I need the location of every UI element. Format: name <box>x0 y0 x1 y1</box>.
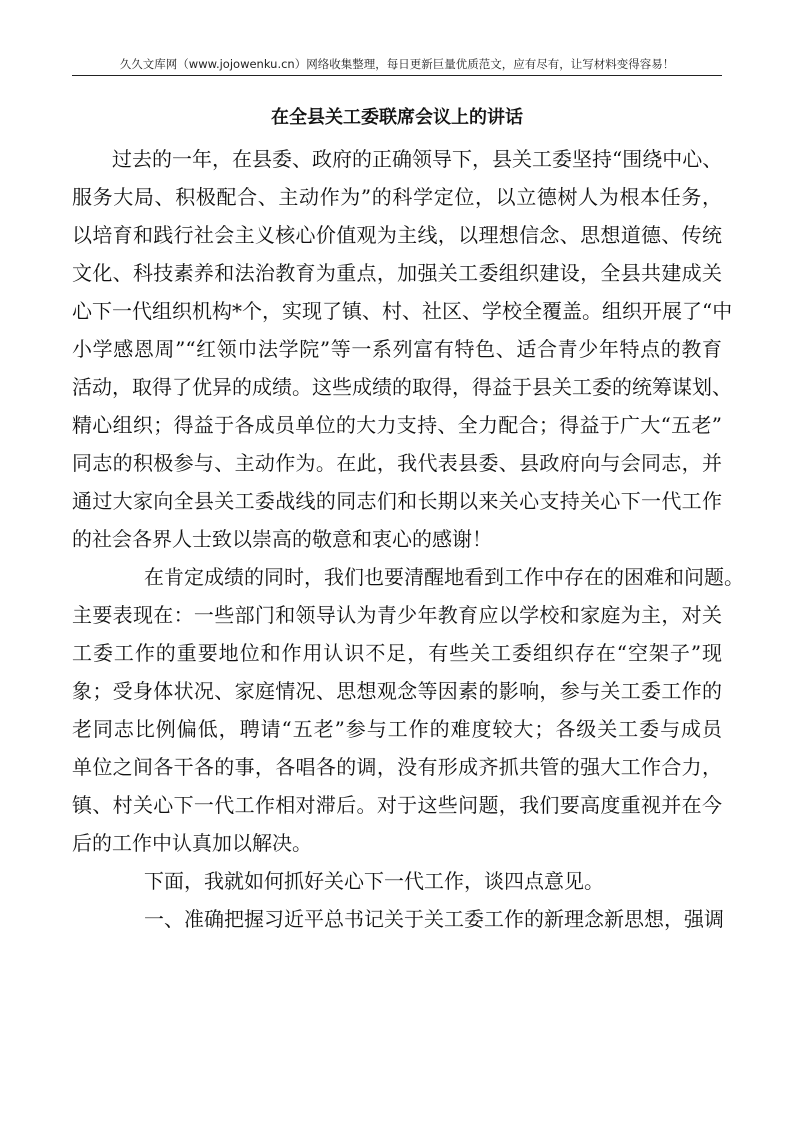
paragraph-line: 主要表现在：一些部门和领导认为青少年教育应以学校和家庭为主，对关 <box>72 603 722 627</box>
paragraph-line: 活动，取得了优异的成绩。这些成绩的取得，得益于县关工委的统筹谋划、 <box>72 375 732 399</box>
paragraph-line: 单位之间各干各的事，各唱各的调，没有形成齐抓共管的强大工作合力， <box>72 755 722 779</box>
paragraph-line: 心下一代组织机构*个，实现了镇、村、社区、学校全覆盖。组织开展了“中 <box>72 299 733 323</box>
section-heading-line: 一、准确把握习近平总书记关于关工委工作的新理念新思想，强调 <box>144 907 724 931</box>
paragraph-line: 工委工作的重要地位和作用认识不足，有些关工委组织存在“空架子”现 <box>72 641 722 665</box>
paragraph-line: 老同志比例偏低，聘请“五老”参与工作的难度较大；各级关工委与成员 <box>72 717 722 741</box>
paragraph-line: 服务大局、积极配合、主动作为”的科学定位，以立德树人为根本任务， <box>72 185 722 209</box>
page-header: 久久文库网（www.jojowenku.cn）网络收集整理，每日更新巨量优质范文，应有尽有，让写材料变得容易！ <box>72 53 722 76</box>
paragraph-line: 以培育和践行社会主义核心价值观为主线，以理想信念、思想道德、传统 <box>72 223 722 247</box>
document-title: 在全县关工委联席会议上的讲话 <box>271 107 523 128</box>
paragraph-line: 通过大家向全县关工委战线的同志们和长期以来关心支持关心下一代工作 <box>72 489 722 513</box>
paragraph-line: 过去的一年，在县委、政府的正确领导下，县关工委坚持“围绕中心、 <box>112 147 723 171</box>
paragraph-line: 象；受身体状况、家庭情况、思想观念等因素的影响，参与关工委工作的 <box>72 679 722 703</box>
paragraph-line: 同志的积极参与、主动作为。在此，我代表县委、县政府向与会同志，并 <box>72 451 722 475</box>
paragraph-line: 在肯定成绩的同时，我们也要清醒地看到工作中存在的困难和问题。 <box>144 565 744 589</box>
paragraph-line: 下面，我就如何抓好关心下一代工作，谈四点意见。 <box>144 869 604 893</box>
paragraph-line: 文化、科技素养和法治教育为重点，加强关工委组织建设，全县共建成关 <box>72 261 722 285</box>
paragraph-line: 精心组织；得益于各成员单位的大力支持、全力配合；得益于广大“五老” <box>72 413 722 437</box>
paragraph-line: 小学感恩周”“红领巾法学院”等一系列富有特色、适合青少年特点的教育 <box>72 337 722 361</box>
paragraph-line: 后的工作中认真加以解决。 <box>72 831 312 855</box>
paragraph-line: 镇、村关心下一代工作相对滞后。对于这些问题，我们要高度重视并在今 <box>72 793 722 817</box>
paragraph-line: 的社会各界人士致以崇高的敬意和衷心的感谢！ <box>72 527 492 551</box>
